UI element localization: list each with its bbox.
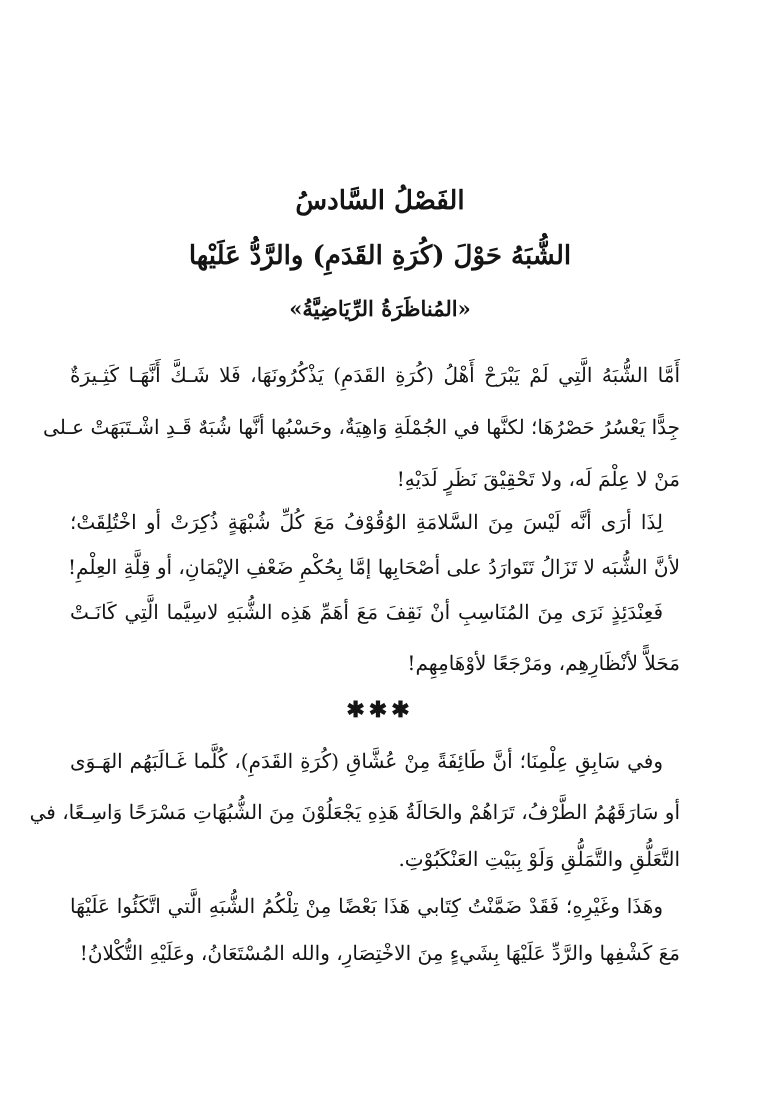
text-line: مَحَلاًّ لأنْظَارِهِم، ومَرْجَعًا لأوْهَامِهِم! <box>407 651 680 675</box>
text-line: وفي سَابِقِ عِلْمِنَا؛ أنَّ طَائِفَةً مِنْ عُشَّاقِ (كُرَةِ القَدَمِ)، كُلَّما غَـالَبَهُم الهَـوَى <box>70 749 663 773</box>
text-line: مَعَ كَشْفِها والرَّدِّ عَلَيْهَا بِشَيءٍ مِنَ الاخْتِصَارِ، والله المُسْتَعَانُ، وعَلَيْهِ التُّكْلانُ! <box>79 941 680 965</box>
text-line: لِذَا أرَى أنَّه لَيْسَ مِنَ السَّلامَةِ الوُقُوْفُ مَعَ كُلِّ شُبْهَةٍ ذُكِرَتْ أو اخْتُلِقَتْ؛ <box>70 510 663 534</box>
text-line: لأنَّ الشُّبَه لا تَزَالُ تَتَوارَدُ على أصْحَابِها إمَّا بِحُكْمِ ضَعْفِ الإيْمَانِ، أو قِلَّةِ العِلْمِ! <box>67 555 680 579</box>
text-line: فَعِنْدَئِذٍ نَرَى مِنَ المُنَاسِبِ أنْ نَقِفَ مَعَ أهَمِّ هَذِه الشُّبَهِ لاسِيَّما الَّتِي كَانَـتْ <box>70 600 663 624</box>
section-separator: ✱✱✱ <box>346 697 414 723</box>
chapter-title: الشُّبَهُ حَوْلَ (كُرَةِ القَدَمِ) والرَّدُّ عَلَيْها <box>188 241 572 271</box>
text-line: أَمَّا الشُّبَهُ الَّتِي لَمْ يَبْرَحْ أَهْلُ (كُرَةِ القَدَمِ) يَذْكُرُونَهَا، فَلا شَـكَّ أَنَّهَـا كَثِـيرَةٌ <box>70 363 680 387</box>
text-line: التَّعَلُّقِ والتَّمَلُّقِ وَلَوْ بِبَيْتِ العَنْكَبُوْتِ. <box>398 847 680 871</box>
chapter-heading: الفَصْلُ السَّادسُ <box>295 186 465 216</box>
text-line: وهَذَا وغَيْرِهِ؛ فَقَدْ ضَمَّنْتُ كِتَابي هَذَا بَعْضًا مِنْ تِلْكُمُ الشُّبَهِ الَّتي اتَّكَئُوا عَلَيْهَا <box>70 894 663 918</box>
text-line: أو سَارَقَهُمُ الطَّرْفُ، تَرَاهُمْ والحَالَةُ هَذِهِ يَجْعَلُوْنَ مِنَ الشُّبُهَاتِ مَسْرَحًا وَاسِـعًا، في <box>29 800 680 824</box>
chapter-subtitle: «المُناظَرَةُ الرِّيَاضِيَّةُ» <box>289 296 471 321</box>
text-line: جِدًّا يَعْسُرُ حَصْرُهَا؛ لكنَّها في الجُمْلَةِ وَاهِيَةٌ، وحَسْبُها أنَّها شُبَهٌ قَـدِ اشْـتَبَهَتْ عـلى <box>43 415 680 439</box>
text-line: مَنْ لا عِلْمَ لَه، ولا تَحْقِيْقَ نَظَرٍ لَدَيْهِ! <box>396 467 680 491</box>
